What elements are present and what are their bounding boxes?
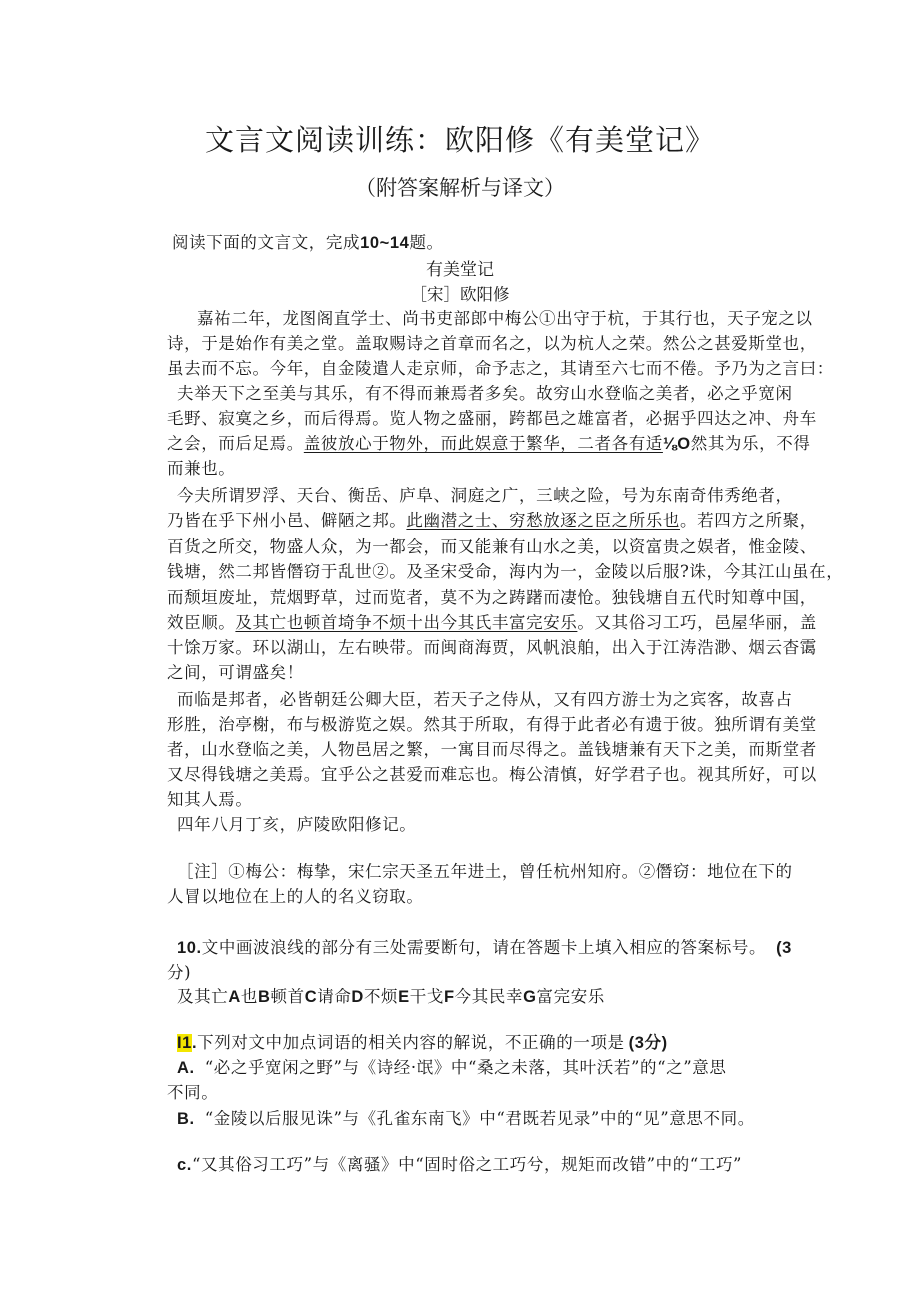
answer-marker: B xyxy=(257,988,271,1006)
p2-line-4: 而兼也。 xyxy=(167,459,236,478)
p1-line-2: 诗，于是始作有美之堂。盖取赐诗之首章而名之，以为杭人之荣。然公之甚爱斯堂也， xyxy=(167,334,817,353)
q11-option-a-cont: 不同。 xyxy=(167,1083,219,1102)
q10-answer-options xyxy=(177,985,605,1009)
p2-line-3: 之会，而后足焉。盖彼放心于物外，而此娱意于繁华，二者各有适⅛O然其为乐，不得 xyxy=(167,434,811,453)
answer-marker: C xyxy=(304,988,318,1006)
wavy-line-segment: 及其亡也顿首埼争不烦十出今其氏丰富完安乐 xyxy=(235,613,578,632)
p3-line-7: 十馀万家。环以湖山，左右映带。而闽商海贾，风帆浪舶，出入于江涛浩渺、烟云杳霭 xyxy=(167,638,817,657)
document-subtitle: （附答案解析与译文） xyxy=(355,176,565,200)
p3-line-1: 今夫所谓罗浮、天台、衡岳、庐阜、洞庭之广，三峡之险，号为东南奇伟秀绝者， xyxy=(177,486,793,505)
article-signature: 四年八月丁亥，庐陵欧阳修记。 xyxy=(177,815,417,834)
answer-segment: 及其亡 xyxy=(177,987,229,1006)
underlined-sentence: 盖彼放心于物外，而此娱意于繁华，二者各有适 xyxy=(303,434,663,453)
p3-line-2: 乃皆在乎下州小邑、僻陋之邦。此幽潜之士、穷愁放逐之臣之所乐也。若四方之所聚， xyxy=(167,511,817,530)
p3-line-8: 之间，可谓盛矣！ xyxy=(167,663,304,682)
intro-line: 阅读下面的文言文，完成10~14题。 xyxy=(172,233,444,252)
answer-marker: F xyxy=(443,988,455,1006)
p2-line-2: 毛野、寂寞之乡，而后得焉。览人物之盛丽，跨都邑之雄富者，必据乎四达之冲、舟车 xyxy=(167,409,817,428)
document-title: 文言文阅读训练：欧阳修《有美堂记》 xyxy=(204,123,715,157)
answer-segment: 顿首 xyxy=(270,987,305,1006)
q10-line: 10.文中画波浪线的部分有三处需要断句，请在答题卡上填入相应的答案标号。 (3 xyxy=(177,938,792,957)
q11-line: I1.下列对文中加点词语的相关内容的解说，不正确的一项是 (3分) xyxy=(177,1033,668,1052)
p1-line-3: 虽去而不忘。今年，自金陵遣人走京师，命予志之，其请至六七而不倦。予乃为之言曰： xyxy=(167,359,834,378)
answer-marker: A xyxy=(228,988,241,1006)
answer-segment: 干戈 xyxy=(409,987,444,1006)
answer-segment: 请命 xyxy=(317,987,352,1006)
p3-line-5: 而颓垣废址，荒烟野草，过而览者，莫不为之踌躇而凄怆。独钱塘自五代时知尊中国， xyxy=(167,588,817,607)
p4-line-3: 者，山水登临之美，人物邑居之繁，一寓目而尽得之。盖钱塘兼有天下之美，而斯堂者 xyxy=(167,740,817,759)
q11-option-b: B. “金陵以后服见诛”与《孔雀东南飞》中“君既若见录”中的“见”意思不同。 xyxy=(177,1109,755,1128)
answer-marker: E xyxy=(398,988,410,1006)
p1-line-1: 嘉祐二年，龙图阁直学士、尚书吏部郎中梅公①出守于杭，于其行也，天子宠之以 xyxy=(197,309,813,328)
p4-line-5: 知其人焉。 xyxy=(167,790,253,809)
note-line-2: 人冒以地位在上的人的名义窃取。 xyxy=(167,887,424,906)
p2-line-1: 夫举天下之至美与其乐，有不得而兼焉者多矣。故穷山水登临之美者，必之乎宽闲 xyxy=(177,384,793,403)
answer-segment: 今其民幸 xyxy=(454,987,524,1006)
answer-segment: 富完安乐 xyxy=(536,987,605,1006)
q11-option-a: A. “必之乎宽闲之野”与《诗经·氓》中“桑之未落，其叶沃若”的“之”意思 xyxy=(177,1058,727,1077)
q11-option-c: c.“又其俗习工巧”与《离骚》中“固时俗之工巧兮，规矩而改错”中的“工巧” xyxy=(177,1155,743,1174)
article-title: 有美堂记 xyxy=(426,260,494,280)
answer-marker: G xyxy=(523,988,537,1006)
article-author: ［宋］欧阳修 xyxy=(410,285,510,304)
underlined-sentence: 此幽潜之士、穷愁放逐之臣之所乐也 xyxy=(406,511,681,530)
answer-marker: D xyxy=(351,988,364,1006)
answer-segment: 不烦 xyxy=(363,987,399,1006)
answer-segment: 也 xyxy=(240,987,258,1006)
q10-score: 分) xyxy=(167,963,192,982)
p4-line-1: 而临是邦者，必皆朝廷公卿大臣，若天子之侍从，又有四方游士为之宾客，故喜占 xyxy=(177,690,793,709)
p4-line-2: 形胜，治亭榭，布与极游览之娱。然其于所取，有得于此者必有遗于彼。独所谓有美堂 xyxy=(167,715,817,734)
note-line-1: ［注］①梅公：梅挚，宋仁宗天圣五年进土，曾任杭州知府。②僭窃：地位在下的 xyxy=(177,862,793,881)
p3-line-3: 百货之所交，物盛人众，为一都会，而又能兼有山水之美，以资富贵之娱者，惟金陵、 xyxy=(167,537,817,556)
p3-line-6: 效臣顺。及其亡也顿首埼争不烦十出今其氏丰富完安乐。又其俗习工巧，邑屋华丽，盖 xyxy=(167,613,817,632)
p3-line-4: 钱塘，然二邦皆僭窃于乱世②。及圣宋受命，海内为一，金陵以后服?诛，今其江山虽在， xyxy=(167,562,844,581)
p4-line-4: 又尽得钱塘之美焉。宜乎公之甚爱而难忘也。梅公清慎，好学君子也。视其所好，可以 xyxy=(167,765,817,784)
